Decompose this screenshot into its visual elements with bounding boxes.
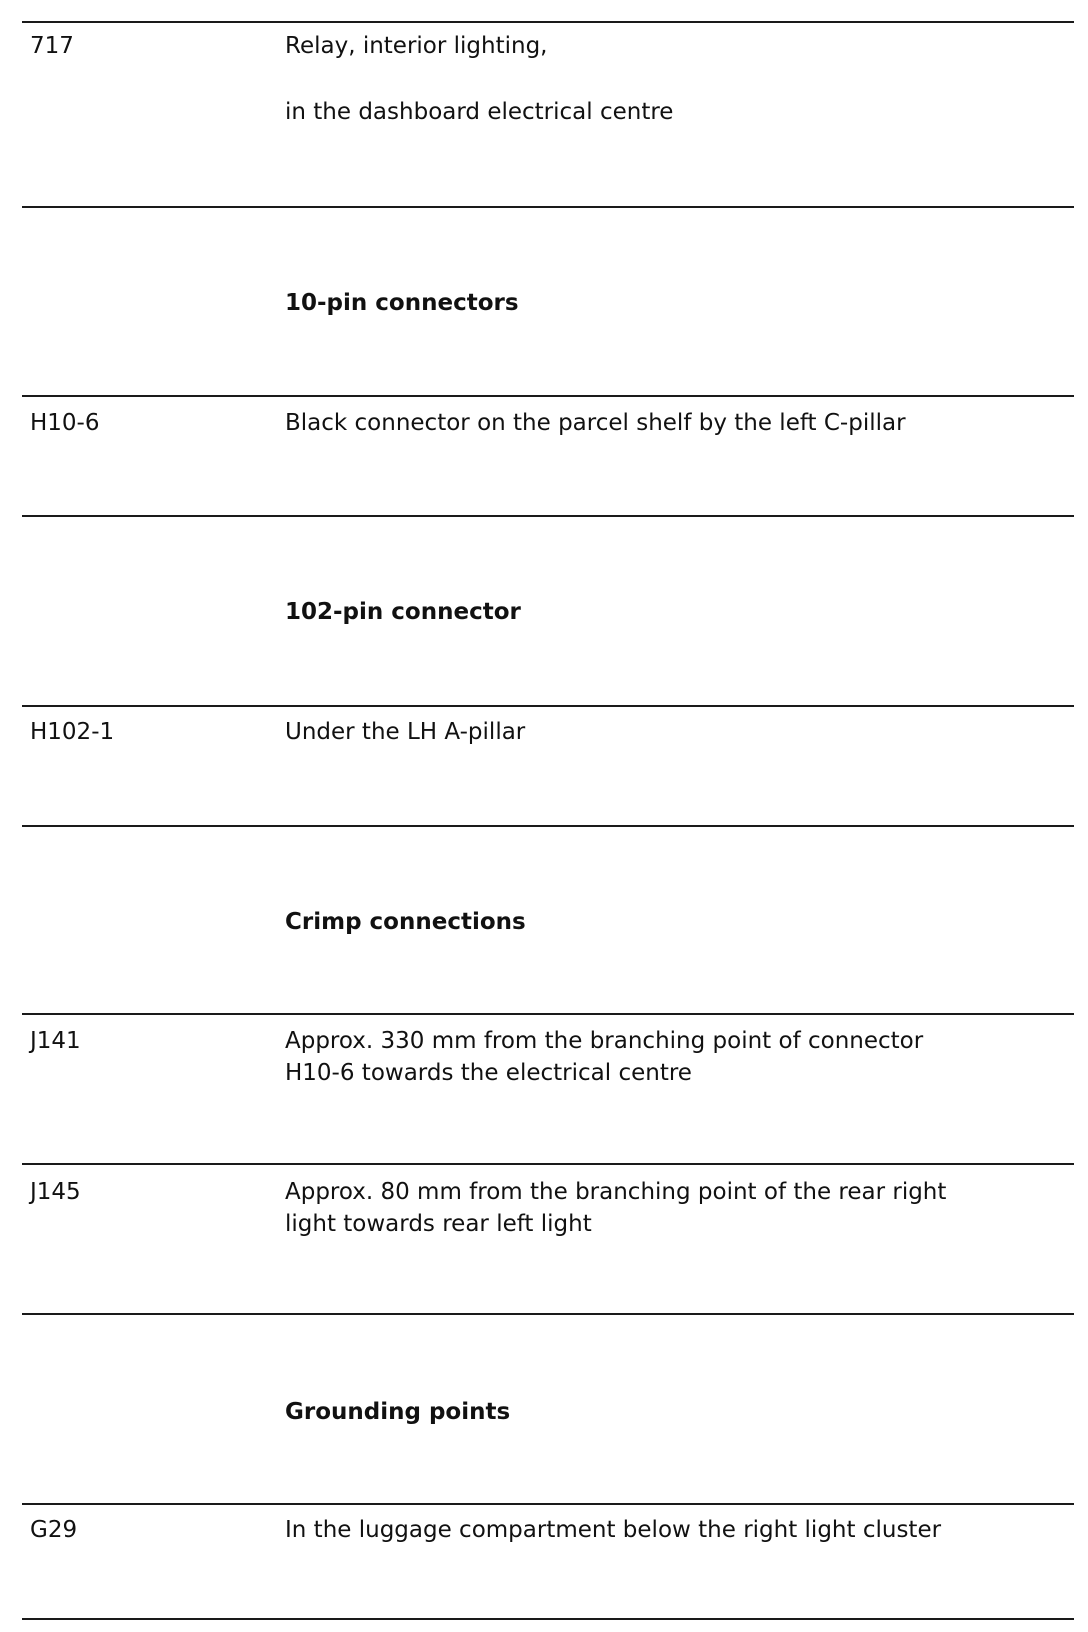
row-code: J145 (30, 1179, 81, 1205)
row-divider (22, 705, 1074, 707)
row-code: H10-6 (30, 410, 100, 436)
row-divider (22, 1618, 1074, 1620)
row-description-line1: Relay, interior lighting, (285, 33, 548, 59)
row-description-line1: Under the LH A-pillar (285, 719, 526, 745)
row-description-line1: Approx. 80 mm from the branching point of the rear right (285, 1179, 947, 1205)
row-code: G29 (30, 1517, 78, 1543)
row-divider (22, 1013, 1074, 1015)
row-divider (22, 1503, 1074, 1505)
row-description-line1: Black connector on the parcel shelf by the left C-pillar (285, 410, 906, 436)
row-divider (22, 515, 1074, 517)
row-divider (22, 206, 1074, 208)
row-description-line2: in the dashboard electrical centre (285, 99, 674, 125)
row-description-line1: Approx. 330 mm from the branching point of connector (285, 1028, 924, 1054)
row-code: J141 (30, 1028, 81, 1054)
row-divider (22, 825, 1074, 827)
row-divider (22, 1163, 1074, 1165)
row-description-line2: light towards rear left light (285, 1211, 592, 1237)
row-code: 717 (30, 33, 74, 59)
section-heading: 10-pin connectors (285, 290, 519, 316)
section-heading: Grounding points (285, 1399, 511, 1425)
row-divider (22, 1313, 1074, 1315)
row-description-line1: In the luggage compartment below the right light cluster (285, 1517, 942, 1543)
row-code: H102-1 (30, 719, 115, 745)
row-divider (22, 21, 1074, 23)
section-heading: Crimp connections (285, 909, 526, 935)
row-description-line2: H10-6 towards the electrical centre (285, 1060, 692, 1086)
section-heading: 102-pin connector (285, 599, 521, 625)
row-divider (22, 395, 1074, 397)
